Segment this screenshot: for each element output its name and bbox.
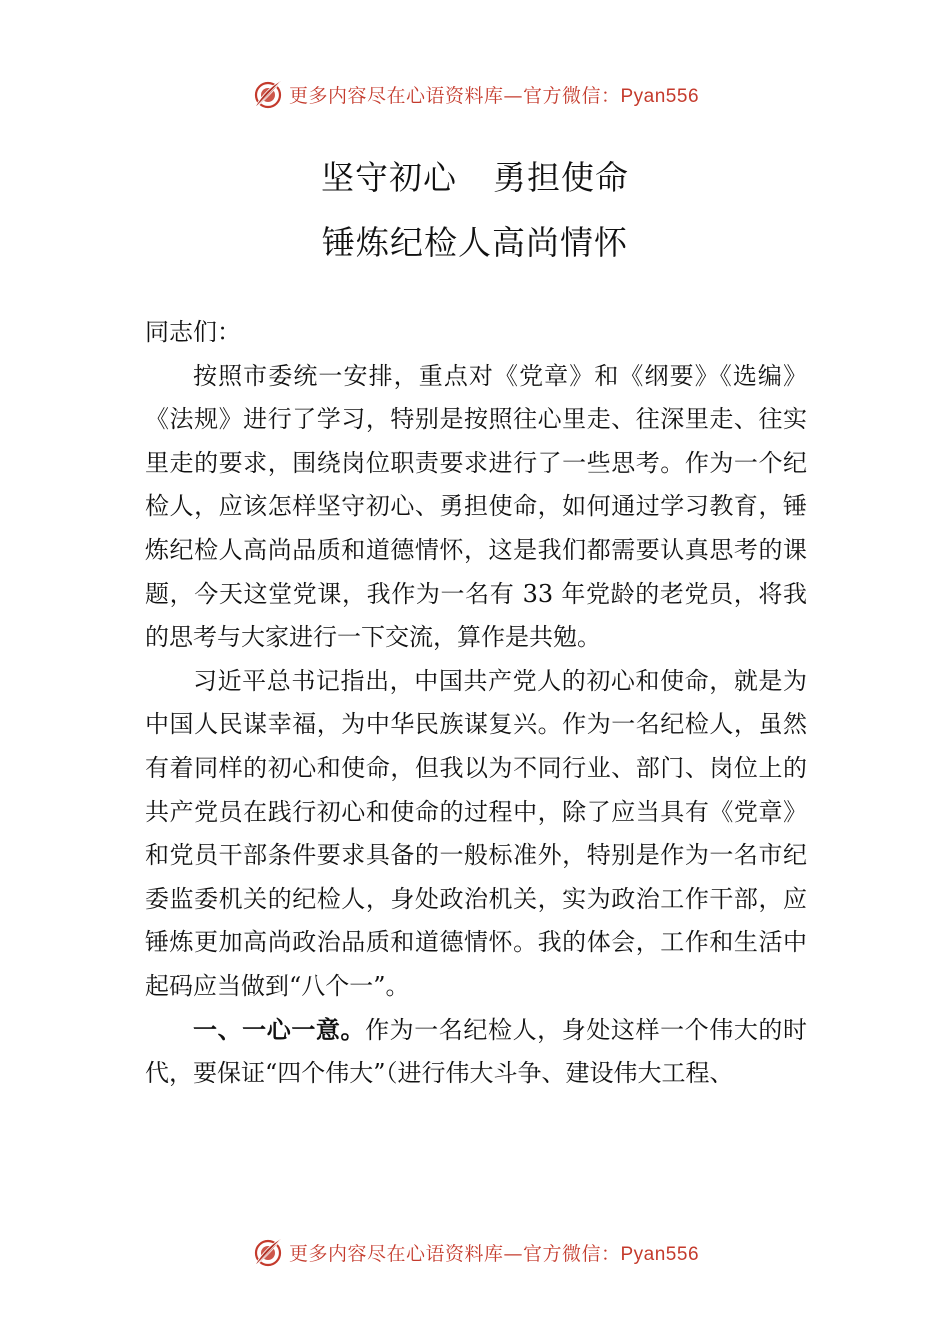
- section-heading-1: 一、一心一意。: [193, 1015, 366, 1044]
- watermark-label: 官方微信：: [522, 84, 621, 107]
- header-watermark-banner: [0, 72, 950, 116]
- paragraph-1: 按照市委统一安排，重点对《党章》和《纲要》《选编》《法规》进行了学习，特别是按照往心里走、往深里走、往实里走的要求，围绕岗位职责要求进行了一些思考。作为一个纪检人，应该怎样坚守初心、勇担使命，如何通过学习教育，锤炼纪检人高尚品质和道德情怀，这是我们都需要认真思考的课题，今天这堂党课，我作为一名有 33 年党龄的老党员，将我的思考与大家进行一下交流，算作是共勉。: [145, 361, 807, 652]
- watermark-account: Pyan556: [620, 1243, 700, 1265]
- salutation: 同志们：: [145, 318, 241, 346]
- watermark-label: 官方微信：: [522, 1242, 621, 1265]
- page-title-line-2: 锤炼纪检人高尚情怀: [322, 223, 628, 262]
- watermark-prefix: 更多内容尽在心语资料库: [288, 1242, 504, 1265]
- title-part-2: 勇担使命: [493, 158, 629, 197]
- watermark-text: [289, 81, 699, 108]
- feather-pen-logo-icon: [251, 77, 285, 111]
- paragraph-3-text: 作为一名纪检人，身处这样一个伟大的时代，要保证“四个伟大”（进行伟大斗争、建设伟大工程、: [145, 1015, 808, 1088]
- document-body: [145, 311, 807, 1096]
- page-title-line-1: [0, 152, 950, 199]
- paragraph-2: 习近平总书记指出，中国共产党人的初心和使命，就是为中国人民谋幸福，为中华民族谋复兴。作为一名纪检人，虽然有着同样的初心和使命，但我以为不同行业、部门、岗位上的共产党员在践行初心和使命的过程中，除了应当具有《党章》和党员干部条件要求具备的一般标准外，特别是作为一名市纪委监委机关的纪检人，身处政治机关，实为政治工作干部，应锤炼更加高尚政治品质和道德情怀。我的体会，工作和生活中起码应当做到“八个一”。: [145, 666, 807, 1000]
- watermark-prefix: 更多内容尽在心语资料库: [288, 84, 504, 107]
- title-part-1: 坚守初心: [321, 158, 457, 197]
- feather-pen-logo-icon: [251, 1235, 285, 1269]
- paragraph-3: [145, 1009, 807, 1096]
- watermark-text: [289, 1239, 699, 1266]
- watermark-account: Pyan556: [620, 85, 700, 107]
- watermark-separator: —: [503, 84, 523, 107]
- footer-watermark-banner: [0, 1230, 950, 1274]
- watermark-separator: —: [503, 1242, 523, 1265]
